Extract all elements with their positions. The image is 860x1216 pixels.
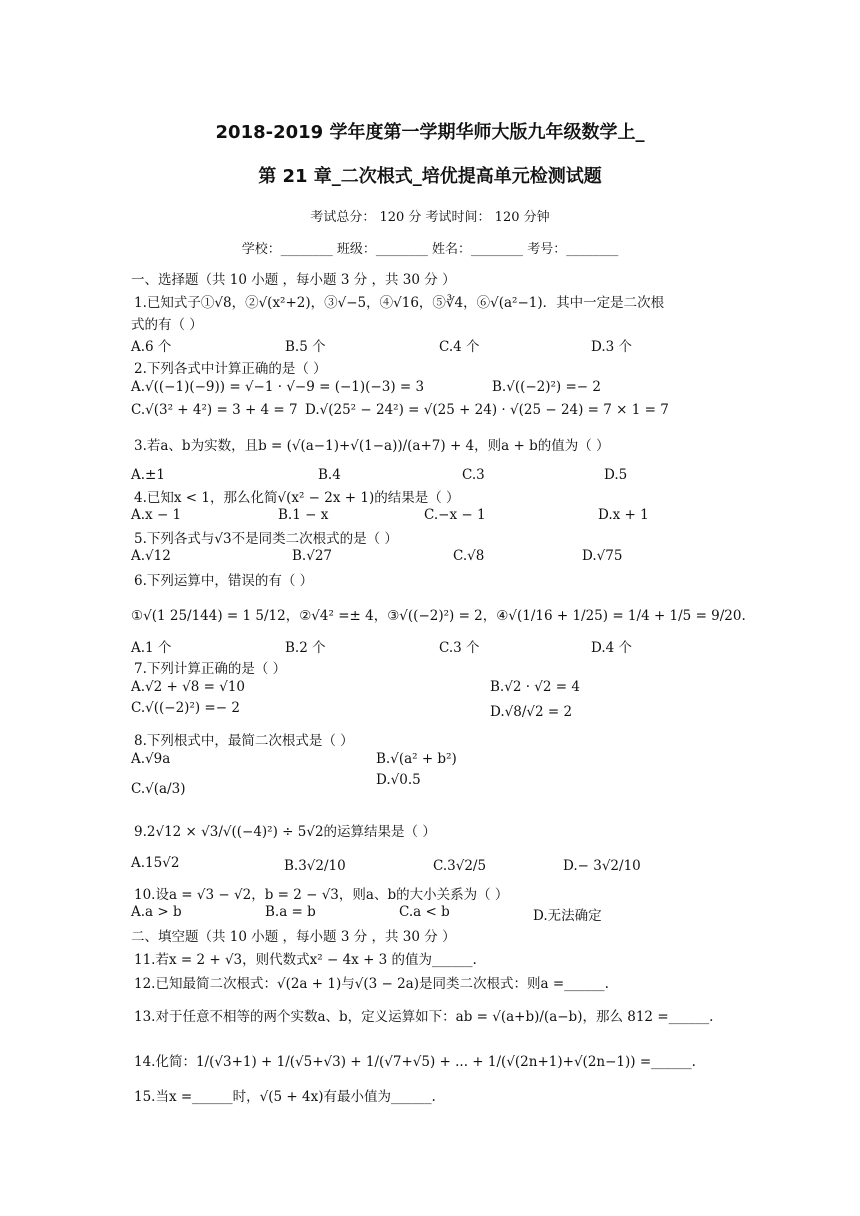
q6-expression: ①√(1 25/144) = 1 5/12，②√4² =± 4，③√((−2)²) = 2，④√(1/16 + 1/25) = 1/4 + 1/5 = 9/20.	[131, 608, 746, 624]
q4-stem: 4.已知x < 1，那么化简√(x² − 2x + 1)的结果是（ ）	[134, 490, 460, 506]
q8-stem: 8.下列根式中，最简二次根式是（ ）	[134, 733, 354, 749]
q9-stem: 9.2√12 × √3/√((−4)²) ÷ 5√2的运算结果是（ ）	[134, 824, 436, 840]
q7-option-a: A.√2 + √8 = √10	[131, 679, 245, 695]
q4-option-b: B.1 − x	[278, 507, 329, 523]
section-1-heading: 一、选择题（共 10 小题 ，每小题 3 分 ，共 30 分 ）	[131, 272, 456, 288]
q9-option-c: C.3√2/5	[433, 858, 487, 874]
exam-info: 考试总分： 120 分 考试时间： 120 分钟	[310, 210, 550, 225]
q14: 14.化简：1/(√3+1) + 1/(√5+√3) + 1/(√7+√5) + ... + 1/(√(2n+1)+√(2n−1)) =______.	[134, 1054, 696, 1070]
q10-stem: 10.设a = √3 − √2，b = 2 − √3，则a、b的大小关系为（ ）	[134, 887, 509, 903]
q5-option-b: B.√27	[292, 548, 332, 564]
q9-option-b: B.3√2/10	[284, 858, 346, 874]
q6-stem: 6.下列运算中，错误的有（ ）	[134, 573, 314, 589]
q2-option-c: C.√(3² + 4²) = 3 + 4 = 7	[131, 402, 298, 418]
title-line-2: 第 21 章_二次根式_培优提高单元检测试题	[258, 166, 602, 187]
q6-option-d: D.4 个	[591, 640, 633, 656]
q1-option-b: B.5 个	[285, 339, 326, 355]
q3-option-c: C.3	[462, 467, 485, 483]
q1-stem-cont: 式的有（ ）	[131, 317, 203, 333]
title-line-1: 2018-2019 学年度第一学期华师大版九年级数学上_	[215, 122, 645, 143]
q4-option-c: C.−x − 1	[424, 507, 486, 523]
q9-option-a: A.15√2	[131, 855, 180, 871]
q5-stem: 5.下列各式与√3不是同类二次根式的是（ ）	[134, 531, 398, 547]
q2-option-a: A.√((−1)(−9)) = √−1 · √−9 = (−1)(−3) = 3	[131, 379, 425, 395]
q2-option-d: D.√(25² − 24²) = √(25 + 24) · √(25 − 24) = 7 × 1 = 7	[305, 402, 669, 418]
q12: 12.已知最简二次根式：√(2a + 1)与√(3 − 2a)是同类二次根式：则a =______.	[134, 976, 609, 992]
q13: 13.对于任意不相等的两个实数a、b，定义运算如下：ab = √(a+b)/(a−b)，那么 812 =______.	[134, 1009, 714, 1025]
q5-option-c: C.√8	[453, 548, 485, 564]
q8-option-d: D.√0.5	[376, 772, 421, 788]
q7-option-c: C.√((−2)²) =− 2	[131, 700, 240, 716]
q5-option-a: A.√12	[131, 548, 171, 564]
q11: 11.若x = 2 + √3，则代数式x² − 4x + 3 的值为______.	[134, 952, 477, 968]
q10-option-a: A.a > b	[131, 904, 182, 920]
q10-option-c: C.a < b	[399, 904, 450, 920]
q8-option-b: B.√(a² + b²)	[376, 751, 457, 767]
q1-option-a: A.6 个	[131, 339, 172, 355]
q1-option-d: D.3 个	[591, 339, 633, 355]
q3-option-b: B.4	[318, 467, 341, 483]
q9-option-d: D.− 3√2/10	[563, 858, 641, 874]
q3-option-d: D.5	[604, 467, 628, 483]
q10-option-b: B.a = b	[265, 904, 316, 920]
student-fields: 学校：________ 班级：________ 姓名：________ 考号：________	[241, 242, 619, 257]
q1-stem: 1.已知式子①√8，②√(x²+2)，③√−5，④√16，⑤∛4，⑥√(a²−1)．其中一定是二次根	[134, 295, 665, 311]
section-2-heading: 二、填空题（共 10 小题 ，每小题 3 分 ，共 30 分 ）	[131, 929, 456, 945]
q8-option-c: C.√(a/3)	[131, 781, 186, 797]
q8-option-a: A.√9a	[131, 751, 171, 767]
q7-option-b: B.√2 · √2 = 4	[490, 679, 580, 695]
q2-stem: 2.下列各式中计算正确的是（ ）	[134, 361, 327, 377]
q7-option-d: D.√8/√2 = 2	[490, 704, 573, 720]
q3-option-a: A.±1	[131, 467, 165, 483]
q7-stem: 7.下列计算正确的是（ ）	[134, 661, 287, 677]
q5-option-d: D.√75	[582, 548, 623, 564]
q4-option-a: A.x − 1	[131, 507, 182, 523]
q4-option-d: D.x + 1	[598, 507, 649, 523]
q2-option-b: B.√((−2)²) =− 2	[492, 379, 601, 395]
q6-option-b: B.2 个	[285, 640, 326, 656]
q3-stem: 3.若a、b为实数，且b = (√(a−1)+√(1−a))/(a+7) + 4，则a + b的值为（ ）	[134, 438, 610, 454]
q1-option-c: C.4 个	[439, 339, 480, 355]
q10-option-d: D.无法确定	[533, 908, 602, 924]
q15: 15.当x =______时，√(5 + 4x)有最小值为______.	[134, 1089, 436, 1105]
q6-option-c: C.3 个	[439, 640, 480, 656]
q6-option-a: A.1 个	[131, 640, 172, 656]
